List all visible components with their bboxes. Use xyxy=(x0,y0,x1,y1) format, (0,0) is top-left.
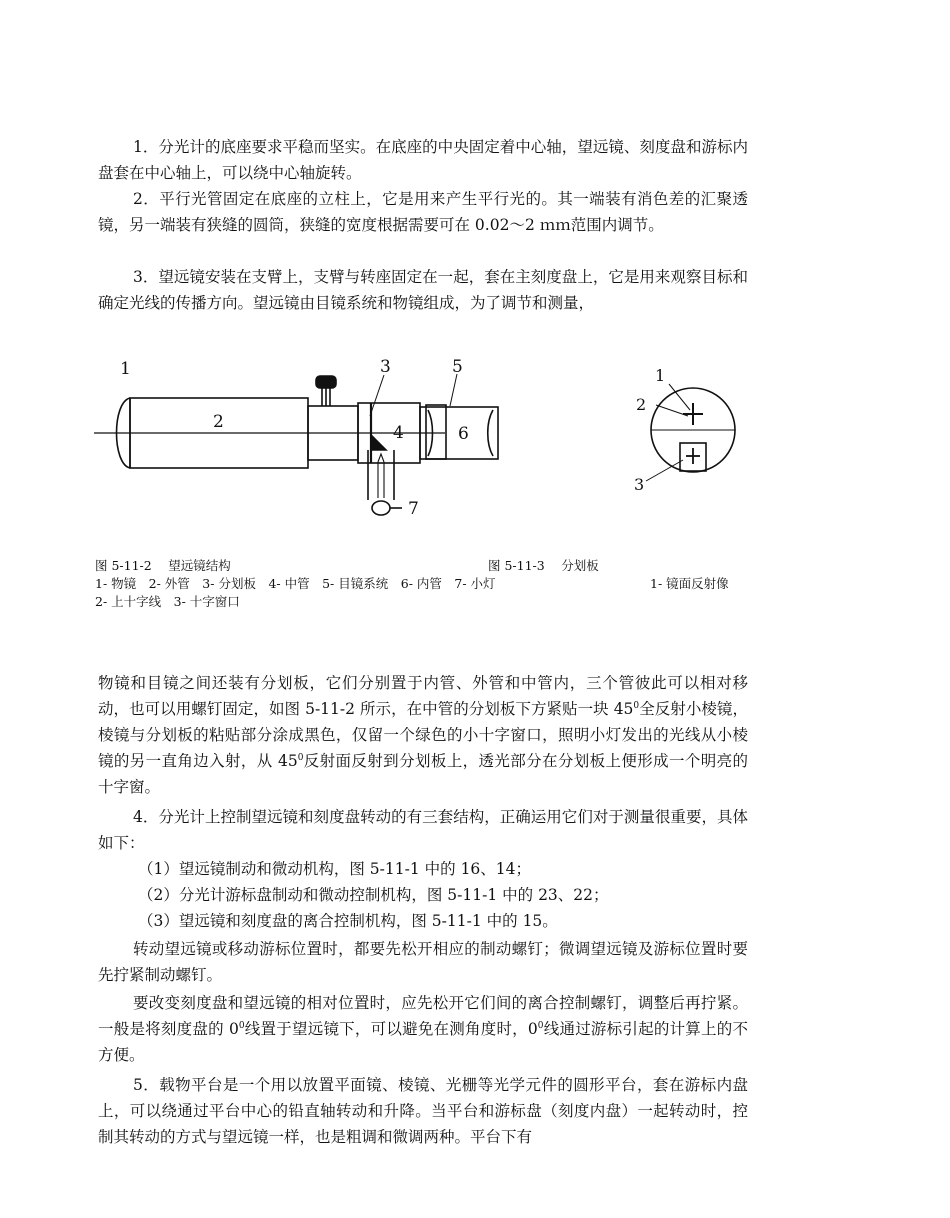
paragraph-relative-position-part-b: 线置于望远镜下，可以避免在测角度时，0 xyxy=(244,1020,538,1038)
reticle-label-3: 3 xyxy=(634,475,645,494)
figure-legend-reticle-1: 1- 镜面反射像 xyxy=(650,576,729,591)
paragraph-relative-position-part-a: 要改变刻度盘和望远镜的相对位置时，应先松开它们间的离合控制螺钉，调整后再拧紧。 一般是将刻度盘的 0 xyxy=(98,994,748,1038)
label-1: 1 xyxy=(120,359,131,379)
degree-sup: 0 xyxy=(238,1020,245,1031)
paragraph-relative-position xyxy=(98,990,748,1068)
label-6: 6 xyxy=(458,424,469,444)
list-item-telescope-brake: （1）望远镜制动和微动机构，图 5-11-1 中的 16、14； xyxy=(138,860,532,878)
list-item-vernier-brake: （2）分光计游标盘制动和微动控制机构，图 5-11-1 中的 23、22； xyxy=(138,886,609,904)
paragraph-telescope: 3．望远镜安装在支臂上，支臂与转座固定在一起，套在主刻度盘上，它是用来观察目标和确定光线的传播方向。望远镜由目镜系统和物镜组成，为了调节和测量， xyxy=(98,268,748,312)
degree-sup: 0 xyxy=(537,1020,544,1031)
label-7: 7 xyxy=(408,499,419,519)
reticle-label-1: 1 xyxy=(655,366,666,385)
figure-caption-telescope: 图 5-11-2 望远镜结构 xyxy=(95,558,231,573)
degree-sup: 0 xyxy=(633,700,640,711)
figure-legend-telescope: 1- 物镜 2- 外管 3- 分划板 4- 中管 5- 目镜系统 6- 内管 7- 小灯 xyxy=(95,576,496,591)
reticle-label-2: 2 xyxy=(636,395,647,414)
paragraph-controls: 4．分光计上控制望远镜和刻度盘转动的有三套结构，正确运用它们对于测量很重要，具体如下： xyxy=(98,808,748,852)
label-2: 2 xyxy=(213,412,224,432)
paragraph-relative-position-part-c: 线通过游标引起的计算上的不方便。 xyxy=(98,1020,748,1064)
label-5: 5 xyxy=(452,357,463,377)
paragraph-base: 1．分光计的底座要求平稳而坚实。在底座的中央固定着中心轴，望远镜、刻度盘和游标内盘套在中心轴上，可以绕中心轴旋转。 xyxy=(98,138,748,182)
degree-sup: 0 xyxy=(297,752,304,763)
label-3: 3 xyxy=(380,357,391,377)
telescope-structure-diagram xyxy=(90,350,510,525)
label-4: 4 xyxy=(393,423,404,443)
paragraph-rotation: 转动望远镜或移动游标位置时，都要先松开相应的制动螺钉；微调望远镜及游标位置时要先拧紧制动螺钉。 xyxy=(98,940,748,984)
paragraph-reticle xyxy=(98,670,748,800)
paragraph-reticle-part-b: 全反射小棱镜，棱镜与分划板的粘贴部分涂成黑色，仅留一个绿色的小十字窗口，照明小灯发出的光线从小棱镜的另一直角边入射，从 45 xyxy=(98,700,748,770)
paragraph-collimator: 2．平行光管固定在底座的立柱上，它是用来产生平行光的。其一端装有消色差的汇聚透镜，另一端装有狭缝的圆筒，狭缝的宽度根据需要可在 0.02～2 ｍｍ范围内调节。 xyxy=(98,190,748,234)
paragraph-reticle-part-a: 物镜和目镜之间还装有分划板，它们分别置于内管、外管和中管内，三个管彼此可以相对移动，也可以用螺钉固定，如图 5-11-2 所示，在中管的分划板下方紧贴一块 45 xyxy=(98,674,748,718)
figure-legend-reticle-2: 2- 上十字线 3- 十字窗口 xyxy=(95,594,240,609)
list-item-clutch: （3）望远镜和刻度盘的离合控制机构，图 5-11-1 中的 15。 xyxy=(138,912,558,930)
reticle-diagram xyxy=(628,360,758,500)
figure-caption-reticle: 图 5-11-3 分划板 xyxy=(488,558,599,573)
paragraph-platform: 5．载物平台是一个用以放置平面镜、棱镜、光栅等光学元件的圆形平台，套在游标内盘上，可以绕通过平台中心的铅直轴转动和升降。当平台和游标盘（刻度内盘）一起转动时，控制其转动的方式与望远镜一样，也是粗调和微调两种。平台下有 xyxy=(98,1076,748,1146)
paragraph-reticle-part-c: 反射面反射到分划板上，透光部分在分划板上便形成一个明亮的十字窗。 xyxy=(98,752,748,796)
